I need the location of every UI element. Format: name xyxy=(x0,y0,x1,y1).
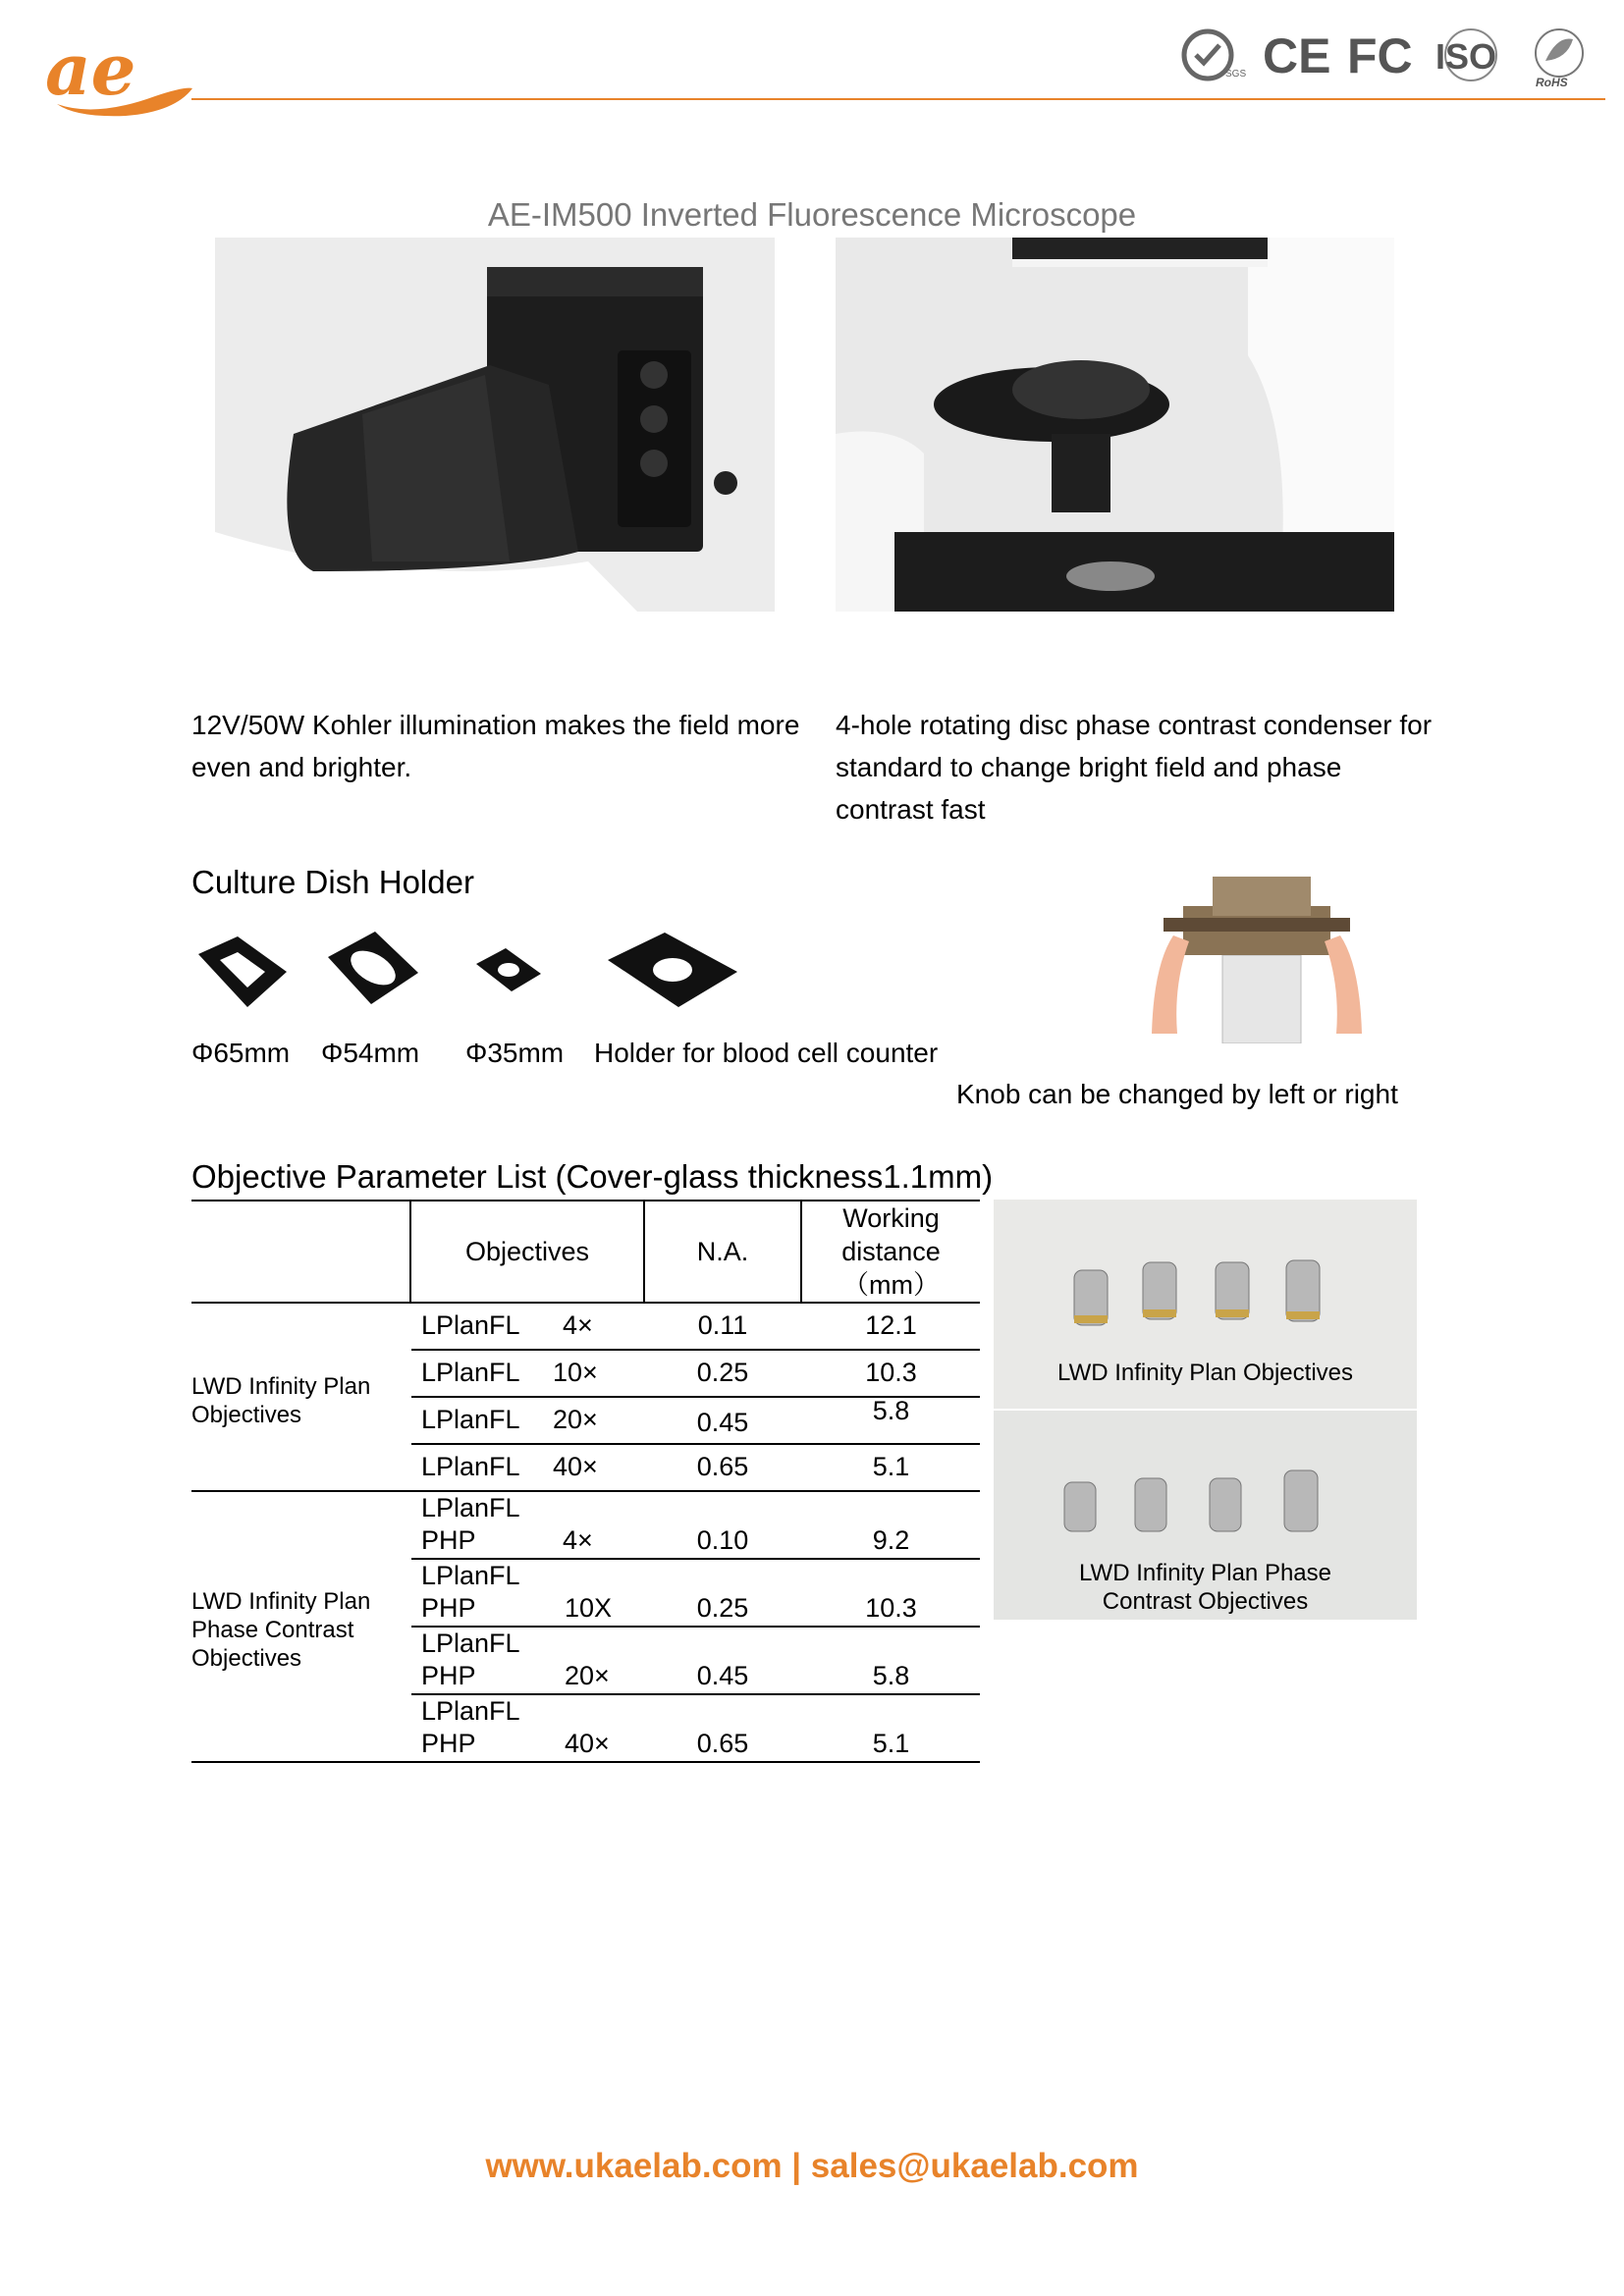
sgs-icon xyxy=(1184,31,1246,80)
header-working-distance-1: Working xyxy=(842,1203,940,1233)
plan-objectives-caption: LWD Infinity Plan Objectives xyxy=(1057,1360,1353,1386)
holder-blood-cell-counter-image xyxy=(606,931,738,1009)
objective-name-line1: LPlanFL xyxy=(421,1696,520,1726)
holder-35mm-image xyxy=(474,944,543,993)
objective-magnification: 10× xyxy=(553,1358,598,1387)
objective-na: 0.45 xyxy=(696,1661,749,1690)
kohler-illumination-text: 12V/50W Kohler illumination makes the field more even and brighter. xyxy=(191,710,800,782)
phase-condenser-text: 4-hole rotating disc phase contrast condenser for standard to change bright field and phase contrast fast xyxy=(836,710,1433,825)
objective-na: 0.65 xyxy=(696,1452,749,1481)
ce-icon xyxy=(1263,28,1330,83)
header-na: N.A. xyxy=(696,1237,749,1266)
table-rule xyxy=(191,1761,980,1763)
svg-text:CE: CE xyxy=(1263,28,1331,83)
header-rule xyxy=(191,98,1605,100)
svg-text:SGS: SGS xyxy=(1225,69,1247,80)
svg-text:ISO: ISO xyxy=(1435,36,1497,77)
svg-text:RoHS: RoHS xyxy=(1536,76,1568,88)
certification-logos xyxy=(1178,26,1591,88)
table-row xyxy=(191,1490,980,1558)
culture-dish-holder-title: Culture Dish Holder xyxy=(191,864,474,900)
objective-working-distance: 5.1 xyxy=(872,1452,910,1481)
table-row xyxy=(191,1626,980,1693)
svg-text:ae: ae xyxy=(45,27,136,111)
objective-working-distance: 5.8 xyxy=(872,1661,910,1690)
objective-magnification: 40× xyxy=(565,1729,610,1758)
objective-working-distance: 5.8 xyxy=(872,1396,910,1425)
objective-parameter-table xyxy=(191,1200,980,1764)
knob-caption: Knob can be changed by left or right xyxy=(956,1079,1398,1109)
document-title: AE-IM500 Inverted Fluorescence Microscope xyxy=(487,196,1137,233)
holder-label-65mm: Φ65mm xyxy=(191,1038,291,1068)
objective-working-distance: 5.1 xyxy=(872,1729,910,1758)
objective-working-distance: 10.3 xyxy=(865,1593,917,1623)
footer-contact[interactable]: www.ukaelab.com | sales@ukaelab.com xyxy=(485,2147,1139,2185)
holder-54mm-image xyxy=(324,930,422,1008)
knob-hands-image xyxy=(1144,857,1370,1043)
objective-working-distance: 9.2 xyxy=(872,1525,910,1555)
header-working-distance-unit: （mm） xyxy=(842,1270,940,1300)
objective-name-line1: LPlanFL xyxy=(421,1629,520,1658)
objective-na: 0.65 xyxy=(696,1729,749,1758)
objective-name: LPlanFL xyxy=(421,1405,520,1434)
holder-65mm-image xyxy=(192,933,291,1011)
objectives-photo xyxy=(994,1200,1417,1620)
objective-working-distance: 10.3 xyxy=(865,1358,917,1387)
phase-condenser-photo xyxy=(836,238,1394,612)
objective-magnification: 4× xyxy=(563,1310,593,1340)
objective-na: 0.45 xyxy=(696,1408,749,1437)
objective-magnification: 20× xyxy=(565,1661,610,1690)
objective-name: LPlanFL xyxy=(421,1452,520,1481)
svg-text:FC: FC xyxy=(1347,28,1413,83)
holder-label-54mm: Φ54mm xyxy=(321,1038,420,1068)
objective-name-line1: LPlanFL xyxy=(421,1561,520,1590)
table-row xyxy=(191,1443,980,1490)
rohs-icon xyxy=(1536,29,1583,88)
objective-name-line1: LPlanFL xyxy=(421,1493,520,1522)
group-label-phase: LWD Infinity Plan Phase Contrast Objectives xyxy=(191,1588,371,1672)
holder-label-blood-cell-counter: Holder for blood cell counter xyxy=(594,1038,939,1068)
table-row xyxy=(191,1693,980,1761)
objective-magnification: 20× xyxy=(553,1405,598,1434)
group-label-plan: LWD Infinity Plan Objectives xyxy=(191,1373,371,1428)
objective-name: LPlanFL xyxy=(421,1358,520,1387)
objective-name-line2: PHP xyxy=(421,1729,476,1758)
objective-name: LPlanFL xyxy=(421,1310,520,1340)
objective-magnification: 40× xyxy=(553,1452,598,1481)
table-row xyxy=(191,1302,980,1349)
table-row xyxy=(191,1396,980,1443)
lamp-house-photo xyxy=(215,238,775,612)
phase-objectives-caption-line2: Contrast Objectives xyxy=(1102,1588,1309,1615)
holder-label-35mm: Φ35mm xyxy=(465,1038,565,1068)
iso-icon xyxy=(1435,29,1496,80)
phase-objectives-caption-line1: LWD Infinity Plan Phase xyxy=(1078,1560,1331,1586)
table-row xyxy=(191,1558,980,1626)
objective-name-line2: PHP xyxy=(421,1661,476,1690)
company-logo xyxy=(37,27,194,118)
objective-working-distance: 12.1 xyxy=(865,1310,917,1340)
objective-name-line2: PHP xyxy=(421,1593,476,1623)
objective-table-title: Objective Parameter List (Cover-glass thickness1.1mm) xyxy=(191,1158,994,1195)
table-row xyxy=(191,1349,980,1396)
objective-magnification: 4× xyxy=(563,1525,593,1555)
objective-na: 0.25 xyxy=(696,1358,749,1387)
objective-na: 0.25 xyxy=(696,1593,749,1623)
objective-na: 0.10 xyxy=(696,1525,749,1555)
header-working-distance-2: distance xyxy=(841,1237,941,1266)
header-objectives: Objectives xyxy=(464,1237,590,1266)
fc-icon xyxy=(1347,28,1413,83)
objective-na: 0.11 xyxy=(697,1310,748,1340)
objective-magnification: 10X xyxy=(565,1593,613,1623)
objective-name-line2: PHP xyxy=(421,1525,476,1555)
